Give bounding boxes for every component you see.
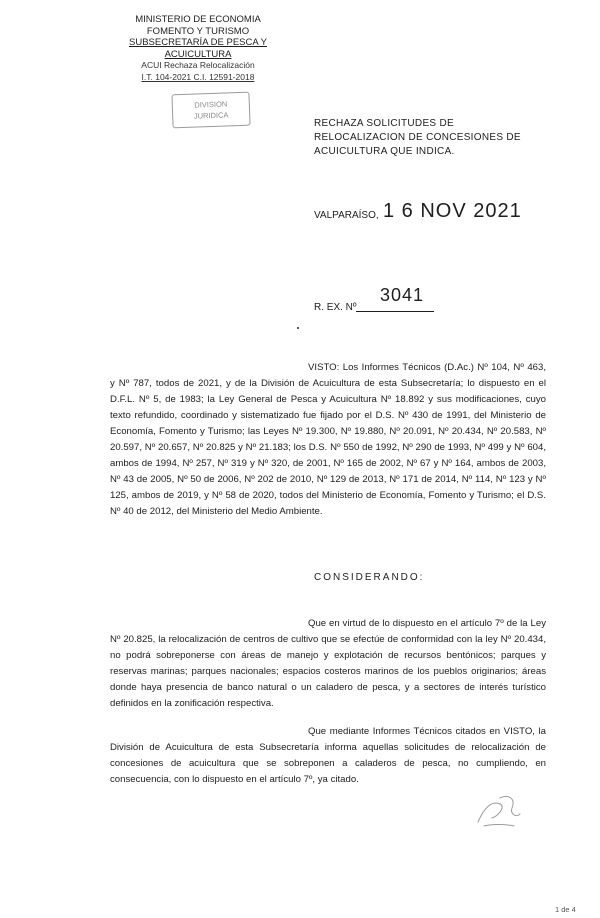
subsecretaria-name: SUBSECRETARÍA DE PESCA Y ACUICULTURA xyxy=(129,37,267,60)
considerando-paragraph-1 xyxy=(110,616,546,712)
document-id: I.T. 104-2021 C.I. 12591-2018 xyxy=(141,71,255,82)
ministry-name: MINISTERIO DE ECONOMIA xyxy=(135,14,261,25)
considerando-heading: CONSIDERANDO: xyxy=(314,572,425,583)
place-label: VALPARAÍSO, xyxy=(314,210,379,221)
resolution-number: 3041 xyxy=(380,285,425,305)
document-reference: ACUI Rechaza Relocalización xyxy=(141,60,255,70)
issue-date: 1 6 NOV 2021 xyxy=(383,200,522,222)
resolution-label: R. EX. Nº xyxy=(314,302,357,313)
stamp-line-2: JURIDICA xyxy=(193,110,229,121)
ministry-subname: FOMENTO Y TURISMO xyxy=(146,25,250,37)
document-subject: RECHAZA SOLICITUDES DE RELOCALIZACION DE CONCESIONES DE ACUICULTURA QUE INDICA. xyxy=(314,118,521,157)
considerando-text-1: Que en virtud de lo dispuesto en el artículo 7º de la Ley Nº 20.825, la relocalización de centros de cultivo que se efectúe de conformidad con la ley Nº 20.434, no podrá sobreponerse con áreas de manejo y explotación de recursos bentónicos; parques y reservas marinas; parques nacionales; espacios costeros marinos de los pueblos originarios; áreas donde haya presencia de banco natural o un caladero de pesca, y a sectores de interés turístico definidos en la zonificación respectiva. xyxy=(110,618,546,709)
resolution-underline xyxy=(356,311,434,312)
letterhead xyxy=(98,14,298,83)
considerando-text-2: Que mediante Informes Técnicos citados en VISTO, la División de Acuicultura de esta Subsecretaría informa aquellas solicitudes de relocalización de concesiones de acuicultura que se sobreponen a caladeros de pesca, no cumpliendo, en consecuencia, con lo dispuesto en el artículo 7º, ya citado. xyxy=(110,726,546,785)
initials-signature xyxy=(470,788,526,832)
considerando-paragraph-2 xyxy=(110,724,546,788)
visto-text: VISTO: Los Informes Técnicos (D.Ac.) Nº 104, Nº 463, y Nº 787, todos de 2021, y de la División de Acuicultura de esta Subsecretaría; lo dispuesto en el D.F.L. Nº 5, de 1983; la Ley General de Pesca y Acuicultura Nº 18.892 y sus modificaciones, cuyo texto refundido, coordinado y sistematizado fue fijado por el D.S. Nº 430 de 1991, del Ministerio de Economía, Fomento y Turismo; las Leyes Nº 19.300, Nº 19.880, Nº 20.091, Nº 20.434, Nº 20.583, Nº 20.597, Nº 20.657, Nº 20.825 y Nº 21.183; los D.S. Nº 550 de 1992, Nº 290 de 1993, Nº 499 y Nº 604, ambos de 1994, Nº 257, Nº 319 y Nº 320, de 2001, Nº 165 de 2002, Nº 67 y Nº 164, ambos de 2003, Nº 43 de 2005, Nº 50 de 2006, Nº 202 de 2010, Nº 129 de 2013, Nº 171 de 2014, Nº 114, Nº 123 y Nº 125, ambos de 2019, y Nº 58 de 2020, todos del Ministerio de Economía, Fomento y Turismo; el D.S. Nº 40 de 2012, del Ministerio del Medio Ambiente. xyxy=(110,362,546,517)
page-number: 1 de 4 xyxy=(555,905,576,914)
stamp-line-1: DIVISION xyxy=(194,99,228,110)
division-stamp xyxy=(171,92,250,129)
margin-dot xyxy=(297,327,299,329)
visto-paragraph xyxy=(110,360,546,520)
